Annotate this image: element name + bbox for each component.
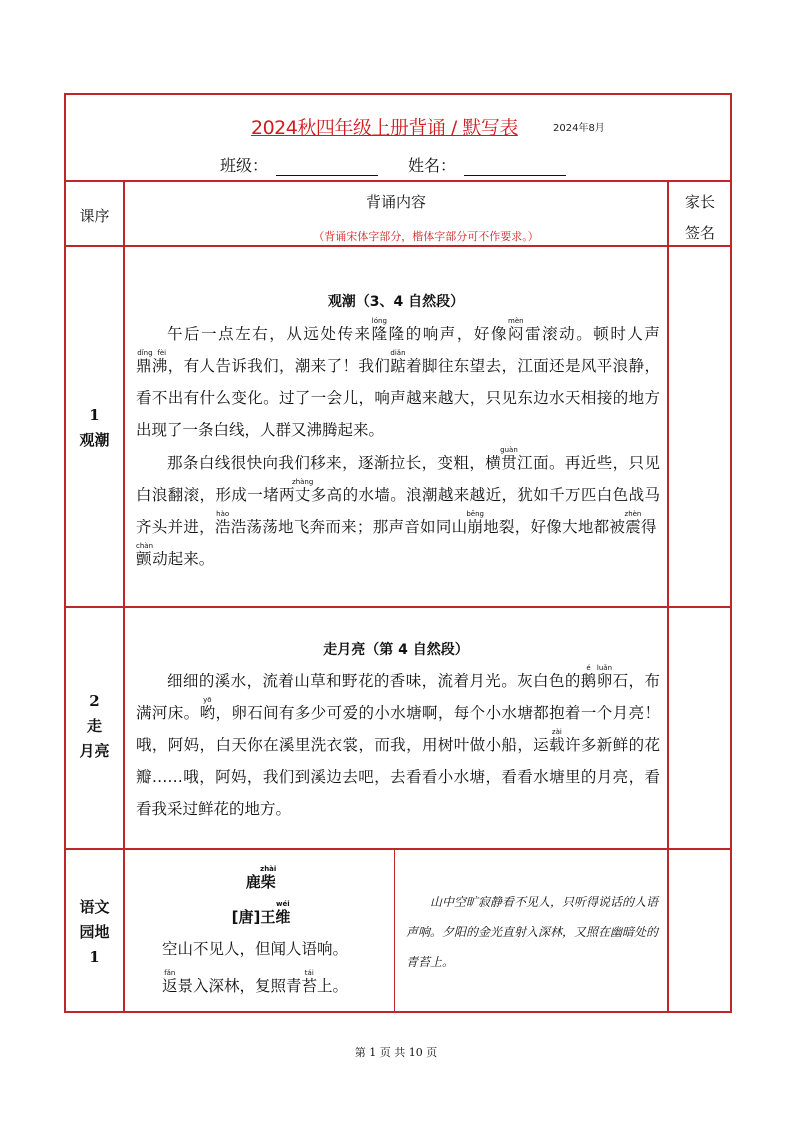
page-footer: 第 1 页 共 10 页: [354, 1046, 438, 1059]
annotated-char: 哟yō: [199, 696, 216, 722]
row-label-2: [66, 689, 123, 764]
col-header-content: 背诵内容: [365, 193, 426, 211]
annotated-char: 闷mèn: [508, 317, 524, 343]
row-label-1: [66, 403, 123, 453]
annotated-char: 载zài: [549, 728, 566, 754]
section-title-1: 观潮（3、4 自然段）: [327, 294, 465, 310]
page-title: 2024秋四年级上册背诵 / 默写表: [251, 117, 518, 139]
parent-label-1: 家长: [684, 193, 715, 211]
recitation-table: [64, 93, 732, 1013]
pinyin: zhèn: [624, 510, 642, 518]
pinyin: diǎn: [390, 349, 406, 357]
passage-1: [136, 317, 660, 575]
col-header-lesson: 课序: [79, 207, 110, 225]
parent-label-2: 签名: [684, 224, 715, 242]
recitation-note: （背诵宋体字部分，楷体字部分可不作要求。）: [313, 230, 539, 243]
pinyin: é: [580, 664, 597, 672]
passage-2: [136, 664, 660, 825]
pinyin: zhài: [260, 865, 277, 873]
pinyin: zhàng: [292, 478, 314, 486]
row-label-3: [66, 895, 123, 970]
name-field[interactable]: [464, 161, 566, 176]
annotated-char: 隆lóng: [371, 317, 389, 343]
pinyin: luǎn: [596, 664, 613, 672]
poem-char: 苔: [301, 977, 318, 995]
lesson-name: 走: [86, 717, 102, 735]
lesson-name: 语文: [79, 898, 110, 916]
divider: [66, 245, 730, 247]
lesson-number: 1: [89, 406, 100, 424]
lesson-name: 园地: [79, 923, 110, 941]
annotated-char: 卵luǎn: [596, 664, 613, 690]
pinyin: dǐng fèi: [136, 349, 168, 357]
pinyin: hào: [214, 510, 231, 518]
class-label: 班级：: [220, 156, 269, 175]
poem-translation: 山中空旷寂静看不见人，只听得说话的人语声响。夕阳的金光直射入深林，又照在幽暗处的青苔上。: [406, 895, 659, 969]
poem-text: 上。: [317, 977, 349, 995]
lesson-number: 1: [89, 948, 100, 966]
student-info-line: [220, 153, 596, 176]
annotated-char: 浩hào: [214, 510, 231, 536]
lesson-name: 月亮: [79, 742, 110, 760]
annotated-char: 鼎沸dǐng fèi: [136, 349, 168, 375]
pinyin: guàn: [500, 446, 518, 454]
section-title-2: 走月亮（第 4 自然段）: [323, 642, 469, 658]
poem-author: [126, 900, 396, 927]
pinyin: zài: [549, 728, 565, 736]
poem-title-char: 柴: [260, 873, 277, 891]
author-prefix: [唐]王: [231, 908, 276, 926]
divider: [66, 606, 730, 608]
poem: [126, 865, 396, 996]
poem-text: 景入深林，复照青: [177, 977, 302, 995]
poem-title-char: 鹿: [245, 873, 261, 891]
col-header-parent: [669, 191, 731, 243]
pinyin: fǎn: [162, 969, 178, 977]
paragraph: 细细的溪水，流着山草和野花的香味，流着月光。灰白色的鹅é卵luǎn石，布满河床。哟yō，卵石间有多少可爱的小水塘啊，每个小水塘都抱着一个月亮！哦，阿妈，白天你在溪里洗衣裳，而我，用树叶做小船，运载zài许多新鲜的花瓣……哦，阿妈，我们到溪边去吧，去看看小水塘，看看水塘里的月亮，看看我采过鲜花的地方。: [136, 664, 660, 818]
pinyin: wéi: [275, 900, 291, 908]
name-label: 姓名：: [408, 156, 457, 175]
pinyin: chàn: [136, 542, 154, 550]
lesson-number: 2: [89, 692, 100, 710]
annotated-char: 贯guàn: [500, 446, 518, 472]
paragraph: 午后一点左右，从远处传来隆lóng隆的响声，好像闷mèn雷滚动。顿时人声鼎沸dǐng fèi，有人告诉我们，潮来了！我们踮diǎn着脚往东望去，江面还是风平浪静，看不出有什么变化。过了一会儿，响声越来越大，只见东边水天相接的地方出现了一条白线，人群又沸腾起来。: [136, 317, 660, 439]
poem-title: [126, 865, 396, 892]
pinyin: lóng: [371, 317, 388, 325]
poem-line-2: [126, 969, 396, 996]
pinyin: bēng: [466, 510, 484, 518]
date-label: 2024年8月: [553, 123, 605, 134]
annotated-char: 崩bēng: [466, 510, 484, 536]
lesson-name: 观潮: [79, 431, 110, 449]
annotated-char: 丈zhàng: [292, 478, 314, 504]
class-field[interactable]: [276, 161, 378, 176]
poem-line-1: 空山不见人，但闻人语响。: [162, 940, 349, 958]
pinyin: tái: [301, 969, 318, 977]
pinyin: mèn: [508, 317, 524, 325]
annotated-char: 踮diǎn: [390, 349, 407, 375]
annotated-char: 鹅é: [580, 664, 597, 690]
divider: [667, 180, 669, 1013]
paragraph: 那条白线很快向我们移来，逐渐拉长，变粗，横贯guàn江面。再近些，只见白浪翻滚，形成一堵两丈zhàng多高的水墙。浪潮越来越近，犹如千万匹白色战马齐头并进，浩hào浩荡荡地飞奔而来；那声音如同山崩bēng地裂，好像大地都被震zhèn得颤chàn动起来。: [136, 446, 660, 568]
divider: [66, 180, 730, 182]
divider: [123, 180, 125, 1013]
divider: [66, 848, 730, 850]
pinyin: yō: [199, 696, 216, 704]
author-char: 维: [275, 908, 291, 926]
annotated-char: 震zhèn: [624, 510, 642, 536]
poem-char: 返: [162, 977, 178, 995]
annotated-char: 颤chàn: [136, 542, 154, 568]
